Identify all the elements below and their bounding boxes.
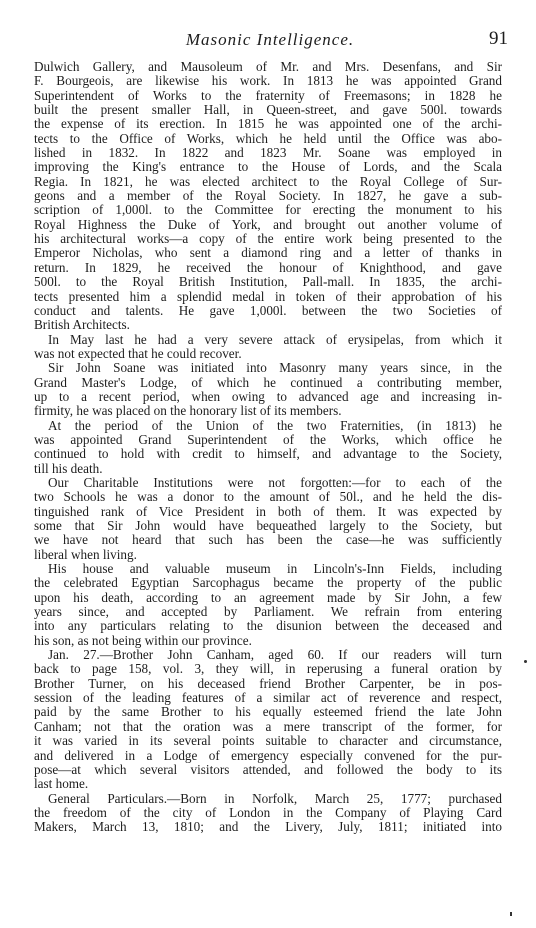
text-line: scription of 1,000l. to the Committee for erecting the monument to his (34, 203, 502, 218)
text-line: Grand Master's Lodge, of which he continued a contributing member, (34, 375, 502, 390)
text-line: pose—at which several visitors attended, and followed the body to its (34, 762, 502, 777)
text-line: British Architects. (34, 318, 130, 333)
text-line: Regia. In 1821, he was elected architect to the Royal College of Sur- (34, 174, 502, 189)
text-line: General Particulars.—Born in Norfolk, March 25, 1777; purchased (48, 791, 502, 806)
text-line: two Schools he was a donor to the amount of 50l., and he held the dis- (34, 490, 502, 505)
text-line: Brother Turner, on his deceased friend Brother Carpenter, be in pos- (34, 676, 502, 691)
text-line: return. In 1829, he received the honour of Knighthood, and gave (34, 260, 502, 275)
text-line: upon his death, according to an agreement made by Sir John, a few (34, 590, 502, 605)
text-line: session of the leading features of a similar act of reverence and respect, (34, 691, 502, 706)
text-line: was not expected that he could recover. (34, 346, 242, 361)
text-line: His house and valuable museum in Lincoln's-Inn Fields, including (48, 562, 502, 577)
text-line: tects to the Office of Works, which he held until the Office was abo- (34, 131, 502, 146)
text-line: improving the King's entrance to the House of Lords, and the Scala (34, 160, 502, 175)
text-line: some that Sir John would have bequeathed largely to the Society, but (34, 519, 502, 533)
text-line: continued to hold with credit to himself, and advantage to the Society, (34, 447, 502, 462)
text-line: it was varied in its several points suitable to character and circumstance, (34, 734, 502, 749)
text-line: last home. (34, 777, 89, 792)
text-line: the freedom of the city of London in the Company of Playing Card (34, 805, 502, 820)
text-line: back to page 158, vol. 3, they will, in reperusing a funeral oration by (34, 662, 502, 677)
text-line: Superintendent of Works to the fraternity of Freemasons; in 1828 he (34, 88, 502, 103)
text-line: the expense of its erection. In 1815 he was appointed one of the archi- (34, 117, 502, 132)
margin-mark (524, 660, 527, 663)
page-header (32, 30, 508, 54)
text-line: the celebrated Egyptian Sarcophagus became the property of the public (34, 576, 502, 591)
running-title: Masonic Intelligence. (185, 30, 355, 49)
text-line: and delivered in a Lodge of emergency especially convened for the pur- (34, 748, 502, 763)
text-line: Canham; not that the oration was a mere transcript of the former, for (34, 719, 502, 734)
text-line: was appointed Grand Superintendent of the Works, which office he (34, 432, 502, 447)
text-line: Makers, March 13, 1810; and the Livery, July, 1811; initiated into (34, 820, 502, 835)
text-line: At the period of the Union of the two Fraternities, (in 1813) he (48, 418, 502, 433)
text-line: conduct and talents. He gave 1,000l. between the two Societies of (34, 303, 502, 318)
text-line: tects presented him a splendid medal in token of their approbation of his (34, 289, 502, 304)
footer-mark (510, 912, 512, 916)
text-line: years since, and accepted by Parliament. We refrain from entering (34, 605, 502, 620)
text-line: tinguished rank of Vice President in both of them. It was expected by (34, 504, 502, 519)
text-line: Dulwich Gallery, and Mausoleum of Mr. and Mrs. Desenfans, and Sir (34, 60, 502, 74)
article-body (34, 60, 502, 835)
text-line: Emperor Nicholas, who sent a diamond ring and a letter of thanks in (34, 246, 502, 261)
text-line: Jan. 27.—Brother John Canham, aged 60. If our readers will turn (48, 648, 502, 663)
text-line: Sir John Soane was initiated into Masonry many years since, in the (48, 361, 502, 376)
text-line: built the present smaller Hall, in Queen-street, and gave 500l. towards (34, 103, 502, 118)
text-line: liberal when living. (34, 547, 137, 562)
text-line: Our Charitable Institutions were not forgotten:—for to each of the (48, 475, 502, 490)
page-number: 91 (489, 28, 508, 49)
text-line: up to a recent period, when owing to advanced age and increasing in- (34, 389, 502, 404)
text-line: Royal Highness the Duke of York, and brought out another volume of (34, 217, 502, 232)
text-line: In May last he had a very severe attack of erysipelas, from which it (48, 332, 502, 347)
text-line: geons and a member of the Royal Society. In 1827, he gave a sub- (34, 189, 502, 204)
text-line: into any particulars relating to the disunion between the deceased and (34, 619, 502, 634)
text-line: firmity, he was placed on the honorary list of its members. (34, 404, 342, 419)
text-line: we have not heard that such has been the case—he was sufficiently (34, 533, 502, 548)
text-line: till his death. (34, 461, 103, 476)
text-line: 500l. to the Royal British Institution, Pall-mall. In 1835, the archi- (34, 275, 502, 290)
text-line: lished in 1832. In 1822 and 1823 Mr. Soane was employed in (34, 146, 502, 161)
text-line: paid by the same Brother to his equally esteemed friend the late John (34, 705, 502, 720)
text-line: his architectural works—a copy of the entire work being presented to the (34, 232, 502, 247)
text-line: his son, as not being within our province. (34, 633, 252, 648)
text-line: F. Bourgeois, are likewise his work. In 1813 he was appointed Grand (34, 74, 502, 89)
